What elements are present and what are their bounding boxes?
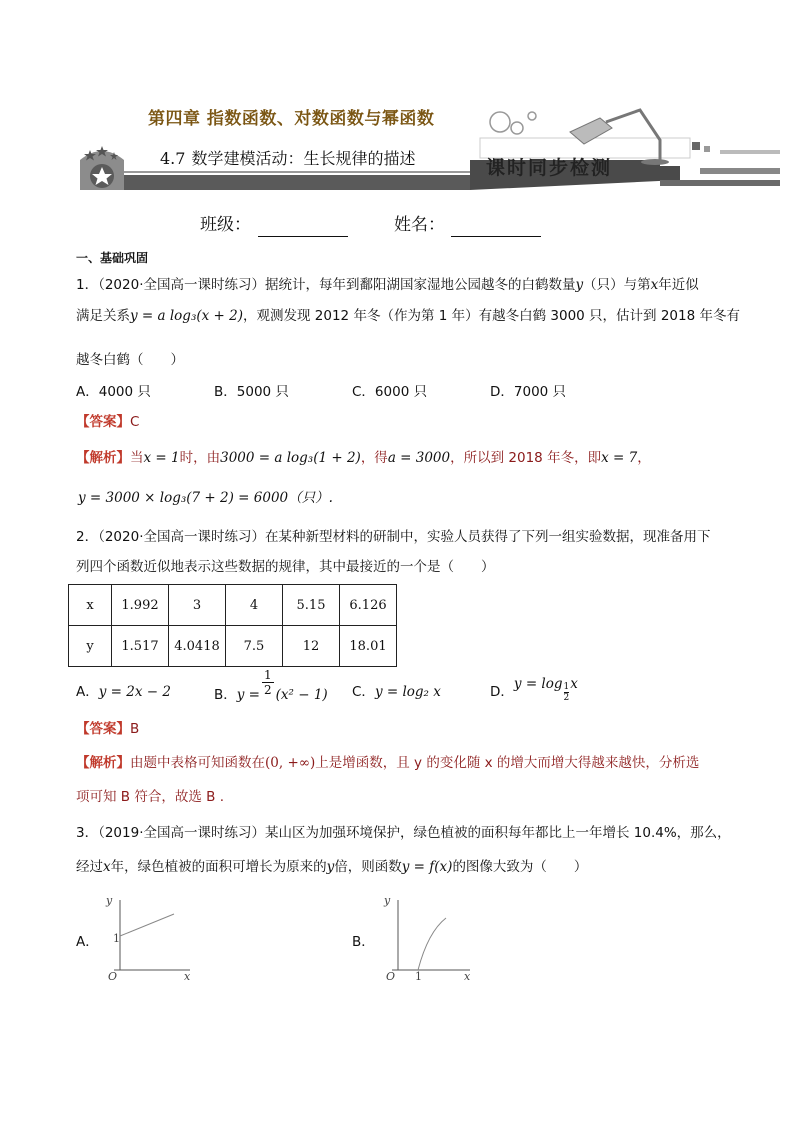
- table-cell: 6.126: [340, 585, 397, 626]
- section-number: 4.7: [160, 149, 186, 168]
- q3-line2-text-c: 倍，则函数: [334, 859, 402, 875]
- q2-analysis-line2: 项可知 B 符合，故选 B .: [76, 789, 224, 805]
- q2-option-b-fraction: [262, 668, 274, 697]
- q1-option-d[interactable]: D．7000 只: [490, 384, 567, 400]
- q1-analysis-formula-3: a = 3000: [387, 450, 451, 466]
- q1-answer-tag: 【答案】: [76, 414, 130, 430]
- q2-analysis-tag: 【解析】: [76, 755, 130, 771]
- q2-answer-value: B: [130, 721, 140, 737]
- q1-analysis-text-d: ，所以到 2018 年冬，即: [450, 450, 602, 466]
- q1-formula: y = a log₃(x + 2): [130, 308, 243, 324]
- table-row: [69, 626, 397, 667]
- q3-line2-text-d: 的图像大致为（ ）: [452, 859, 588, 875]
- q1-var-y: y: [575, 277, 584, 293]
- q1-line3: 越冬白鹤（ ）: [76, 352, 184, 368]
- table-cell: 12: [283, 626, 340, 667]
- q2-option-a-letter: A．: [76, 684, 99, 700]
- name-blank[interactable]: [451, 236, 541, 237]
- table-header-y: y: [69, 626, 112, 667]
- y-axis-label: y: [384, 894, 391, 907]
- student-info-row: [0, 210, 794, 240]
- q3-line2-text-a: 经过: [76, 859, 103, 875]
- q2-data-table: [68, 584, 397, 667]
- q2-line1: 2．（2020·全国高一课时练习）在某种新型材料的研制中，实验人员获得了下列一组实验数据，现准备用下: [76, 529, 711, 545]
- q1-analysis-text-e: ，: [637, 450, 651, 466]
- q2-line2: 列四个函数近似地表示这些数据的规律，其中最接近的一个是（ ）: [76, 559, 495, 575]
- q3-line2-text-b: 年，绿色植被的面积可增长为原来的: [110, 859, 327, 875]
- q1-analysis-formula-2: 3000 = a log₃(1 + 2): [220, 450, 361, 466]
- x-axis-label: x: [464, 970, 471, 982]
- q2-option-d-rest: x: [570, 676, 578, 692]
- q2-analysis-line1: [76, 752, 699, 774]
- q2-analysis-text-a: 由题中表格可知函数在: [130, 755, 265, 771]
- table-cell: 4: [226, 585, 283, 626]
- origin-label: O: [386, 970, 396, 982]
- table-row: [69, 585, 397, 626]
- q1-answer: [76, 411, 139, 433]
- q2-analysis-text-b: 上是增函数，且 y 的变化随 x 的增大而增大得越来越快，分析选: [315, 755, 700, 771]
- q2-option-b-letter: B．: [214, 686, 237, 703]
- q1-var-x: x: [650, 277, 659, 293]
- q1-line1-text-c: 年近似: [658, 277, 699, 293]
- table-cell: 3: [169, 585, 226, 626]
- table-header-x: x: [69, 585, 112, 626]
- q1-line2-text-a: 满足关系: [76, 308, 130, 324]
- q1-answer-value: C: [130, 414, 140, 430]
- q3-option-b[interactable]: B．: [352, 934, 375, 950]
- q2-option-a-formula: y = 2x − 2: [98, 684, 171, 700]
- q1-analysis-text-a: 当: [130, 450, 144, 466]
- badge-text: 课时同步检测: [486, 157, 613, 179]
- chapter-title: 第四章 指数函数、对数函数与幂函数: [148, 109, 435, 129]
- q1-line2: [76, 305, 740, 327]
- q1-line1-text-b: （只）与第: [583, 277, 651, 293]
- section-title: [160, 146, 415, 169]
- q3-formula: y = f(x): [401, 859, 453, 875]
- table-cell: 18.01: [340, 626, 397, 667]
- x-axis-label: x: [184, 970, 191, 982]
- section-title-text: 数学建模活动：生长规律的描述: [191, 149, 416, 168]
- q1-analysis-formula-1: x = 1: [143, 450, 180, 466]
- table-cell: 1.517: [112, 626, 169, 667]
- q1-analysis-line1: [76, 447, 651, 469]
- class-label: 班级：: [200, 215, 251, 235]
- q2-option-c-formula: y = log₂ x: [374, 684, 441, 700]
- q3-var-y: y: [326, 859, 335, 875]
- q1-option-c[interactable]: C．6000 只: [352, 384, 428, 400]
- graph-curve: [418, 918, 446, 970]
- fraction-denominator: 2: [264, 683, 272, 697]
- q3-var-x: x: [103, 859, 111, 875]
- q2-option-a[interactable]: [76, 680, 171, 700]
- q1-line1-text: 1．（2020·全国高一课时练习）据统计，每年到鄱阳湖国家湿地公园越冬的白鹤数量: [76, 277, 576, 293]
- q1-option-a[interactable]: A．4000 只: [76, 384, 151, 400]
- tick-label-one: 1: [415, 970, 422, 982]
- q1-analysis-line2: y = 3000 × log₃(7 + 2) = 6000（只）.: [78, 490, 333, 506]
- graph-curve: [120, 914, 174, 936]
- base-numerator: 1: [563, 682, 570, 692]
- q3-line1: 3．（2019·全国高一课时练习）某山区为加强环境保护，绿色植被的面积每年都比上一年增长 10.4%，那么，: [76, 825, 731, 841]
- table-cell: 7.5: [226, 626, 283, 667]
- q2-option-d-letter: D．: [490, 684, 514, 700]
- q2-option-d-lhs: y = log: [513, 676, 563, 692]
- q2-option-d[interactable]: [490, 672, 578, 712]
- q1-line2-text-b: ，观测发现 2012 年冬（作为第 1 年）有越冬白鹤 3000 只，估计到 2018 年冬有: [243, 308, 740, 324]
- q2-answer: [76, 718, 139, 740]
- q1-analysis-formula-4: x = 7: [601, 450, 638, 466]
- table-cell: 1.992: [112, 585, 169, 626]
- q2-option-b-lhs: y =: [236, 686, 260, 703]
- table-cell: 4.0418: [169, 626, 226, 667]
- table-cell: 5.15: [283, 585, 340, 626]
- q1-analysis-text-b: 时，由: [179, 450, 221, 466]
- class-blank[interactable]: [258, 236, 348, 237]
- q2-analysis-interval: (0, +∞): [265, 755, 316, 771]
- q2-option-c[interactable]: [352, 680, 441, 700]
- q3-graph-b: [378, 892, 478, 982]
- q3-line2: [76, 856, 587, 878]
- name-label: 姓名：: [394, 215, 445, 235]
- fraction-numerator: 1: [264, 668, 272, 682]
- q2-option-b[interactable]: [214, 670, 328, 710]
- q1-analysis-tag: 【解析】: [76, 450, 130, 466]
- base-denominator: 2: [563, 693, 570, 703]
- q2-option-b-rest: (x² − 1): [275, 686, 328, 703]
- origin-label: O: [108, 970, 118, 982]
- q2-answer-tag: 【答案】: [76, 721, 130, 737]
- header-banner-graphic: [0, 80, 794, 210]
- q1-line1: [76, 274, 699, 296]
- tick-label-one: 1: [113, 932, 120, 945]
- section-heading: 一、基础巩固: [76, 251, 149, 265]
- q1-option-b[interactable]: B．5000 只: [214, 384, 289, 400]
- q2-option-d-base: [564, 682, 570, 703]
- q3-option-a[interactable]: A．: [76, 934, 99, 950]
- q2-option-c-letter: C．: [352, 684, 375, 700]
- q1-analysis-text-c: ，得: [360, 450, 388, 466]
- y-axis-label: y: [106, 894, 113, 907]
- q3-graph-a: [100, 892, 200, 982]
